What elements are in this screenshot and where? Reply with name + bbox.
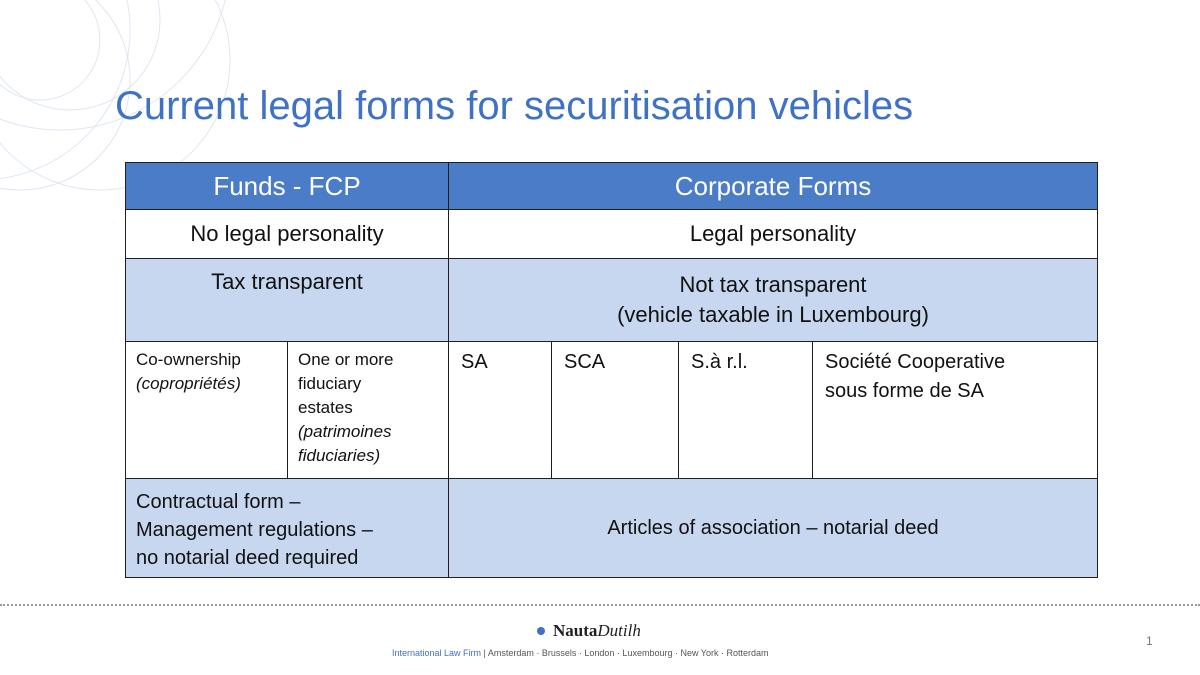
corporate-tax-line2: (vehicle taxable in Luxembourg) [617,302,929,327]
type-cooperative [813,342,1098,479]
corporate-tax-line1: Not tax transparent [679,272,867,297]
logo-text-nauta: Nauta [553,621,598,640]
legal-personality-row [126,210,1098,259]
type-sca: SCA [552,342,679,479]
firm-logo [537,620,641,642]
fiduciary-french-line2: fiduciaries) [298,446,381,465]
header-corporate: Corporate Forms [449,163,1098,210]
funds-personality: No legal personality [126,210,449,259]
fiduciary-french-line1: (patrimoines [298,422,392,441]
corporate-tax [449,259,1098,342]
type-coownership [126,342,288,479]
header-funds: Funds - FCP [126,163,449,210]
fiduciary-line2: fiduciary [298,374,362,393]
footer-firm: International Law Firm [392,648,482,658]
funds-tax: Tax transparent [126,259,449,342]
legal-forms-table [125,162,1098,578]
cooperative-line2: sous forme de SA [825,380,984,402]
funds-constitution-line1: Contractual form – [136,491,301,513]
coownership-french: (copropriétés) [136,374,241,393]
type-sa: SA [449,342,552,479]
cooperative-line1: Société Cooperative [825,351,1006,373]
type-fiduciary [288,342,449,479]
funds-constitution [126,479,449,578]
coownership-label: Co-ownership [136,350,241,369]
corporate-constitution: Articles of association – notarial deed [449,479,1098,578]
logo-text-dutilh: Dutilh [597,621,641,640]
fiduciary-line3: estates [298,398,353,417]
corporate-personality: Legal personality [449,210,1098,259]
constitution-row [126,479,1098,578]
tax-row [126,259,1098,342]
footer-offices: | Amsterdam · Brussels · London · Luxembourg · New York · Rotterdam [481,648,769,658]
funds-constitution-line2: Management regulations – [136,519,373,541]
footer-divider [0,604,1200,606]
vehicle-types-row [126,342,1098,479]
table-header-row [126,163,1098,210]
logo-dot-icon [537,627,545,635]
funds-constitution-line3: no notarial deed required [136,547,359,569]
fiduciary-line1: One or more [298,350,394,369]
slide-title: Current legal forms for securitisation vehicles [115,84,914,128]
type-sarl: S.à r.l. [679,342,813,479]
page-number: 1 [1146,634,1153,648]
footer-tagline [392,648,769,658]
